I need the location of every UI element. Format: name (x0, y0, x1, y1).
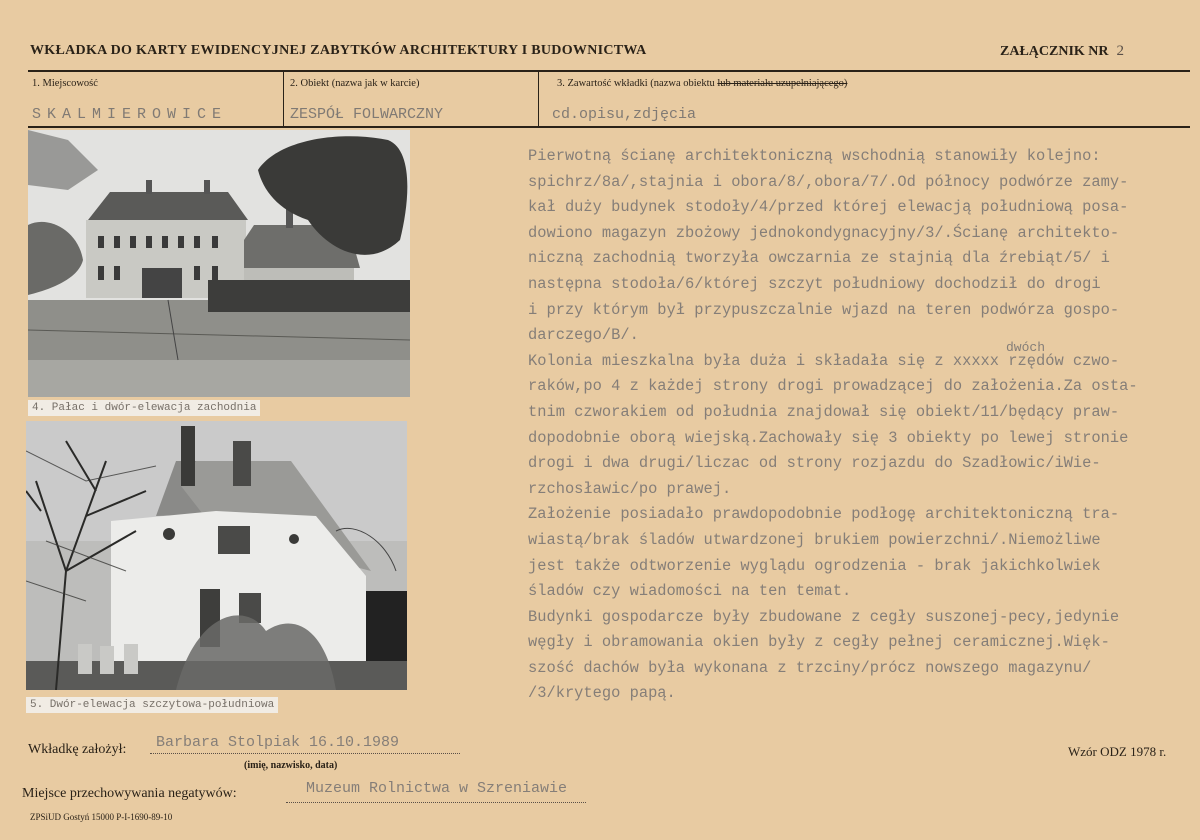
cell-divider-2 (538, 72, 539, 126)
description-text (528, 144, 1193, 707)
description-line: spichrz/8a/,stajnia i obora/8/,obora/7/.Od północy podwórze zamy- (528, 172, 1129, 191)
storage-label: Miejsce przechowywania negatywów: (22, 786, 237, 801)
photo-manor-caption: 5. Dwór-elewacja szczytowa-południowa (26, 697, 278, 713)
place-label: 1. Miejscowość (32, 78, 98, 89)
print-info: ZPSiUD Gostyń 15000 P-I-1690-89-10 (30, 812, 173, 822)
cell-divider-1 (283, 72, 284, 126)
content-label (557, 78, 847, 89)
header-rule-top (28, 70, 1190, 72)
annex-label-text: ZAŁĄCZNIK NR (1000, 44, 1109, 59)
annex-number: 2 (1116, 43, 1125, 59)
storage-dotted-line (286, 802, 586, 803)
description-line: niczną zachodnią tworzyła owczarnia ze stajnią dla źrebiąt/5/ i (528, 249, 1110, 268)
content-value: cd.opisu,zdjęcia (552, 106, 697, 123)
description-line: raków,po 4 z każdej strony drogi prowadzącej do założenia.Za osta- (528, 377, 1138, 396)
header-rule-bottom (28, 126, 1190, 128)
description-line: Założenie posiadało prawdopodobnie podłogę architektoniczną tra- (528, 505, 1120, 524)
content-label-prefix: 3. Zawartość wkładki (nazwa obiektu (557, 78, 715, 89)
description-line: Pierwotną ścianę architektoniczną wschodnią stanowiły kolejno: (528, 147, 1101, 165)
description-line: Budynki gospodarcze były zbudowane z cegły suszonej-pecy,jedynie (528, 607, 1120, 626)
description-line: /3/krytego papą. (528, 684, 676, 703)
form-id: Wzór ODZ 1978 r. (1068, 744, 1167, 759)
description-line: darczego/B/. (528, 326, 639, 345)
storage-value: Muzeum Rolnictwa w Szreniawie (306, 780, 568, 797)
photo-palace (28, 130, 410, 397)
palace-photo-image (28, 130, 410, 397)
description-line: rzchosławic/po prawej. (528, 479, 732, 498)
manor-photo-image (26, 421, 407, 690)
card-title: WKŁADKA DO KARTY EWIDENCYJNEJ ZABYTKÓW ARCHITEKTURY I BUDOWNICTWA (30, 43, 647, 58)
description-line: dopodobnie oborą wiejską.Zachowały się 3 obiekty po lewej stronie (528, 428, 1129, 447)
description-line: drogi i dwa drugi/liczac od strony rozjazdu do Szadłowic/iWie- (528, 454, 1101, 473)
description-line: śladów czy wiadomości na ten temat. (528, 582, 852, 601)
description-line: kał duży budynek stodoły/4/przed której elewacją południową posa- (528, 198, 1129, 217)
photo-palace-caption: 4. Pałac i dwór-elewacja zachodnia (28, 400, 260, 416)
object-value: ZESPÓŁ FOLWARCZNY (290, 106, 444, 123)
photo-manor (26, 421, 407, 690)
place-value: SKALMIEROWICE (32, 106, 228, 123)
author-label: Wkładkę założył: (28, 742, 127, 757)
typed-correction: dwóch (1006, 340, 1046, 355)
description-line: tnim czworakiem od południa znajdował się obiekt/11/będący praw- (528, 402, 1120, 421)
object-label: 2. Obiekt (nazwa jak w karcie) (290, 78, 420, 89)
description-line: jest także odtworzenie wyglądu ogrodzenia - brak jakichkolwiek (528, 556, 1101, 575)
author-value: Barbara Stolpiak 16.10.1989 (156, 734, 400, 751)
content-label-struck: lub materiału uzupełniającego) (717, 78, 848, 89)
description-line: następna stodoła/6/której szczyt południowy dochodził do drogi (528, 274, 1101, 293)
description-line: Kolonia mieszkalna była duża i składała się z xxxxx rzędów czwo- (528, 351, 1120, 370)
description-line: i przy którym był przypuszczalnie wjazd na teren podwórza gospo- (528, 300, 1120, 319)
description-line: dowiono magazyn zbożowy jednokondygnacyjny/3/.Ścianę architekto- (528, 223, 1120, 242)
author-dotted-line (150, 753, 460, 754)
description-line: wiastą/brak śladów utwardzonej brukiem powierzchni/.Niemożliwe (528, 530, 1101, 549)
annex-label (1000, 43, 1124, 60)
author-sub-label: (imię, nazwisko, data) (244, 760, 338, 771)
description-line: węgły i obramowania okien były z cegły pełnej ceramicznej.Więk- (528, 633, 1110, 652)
description-line: szość dachów była wykonana z trzciny/prócz nowszego magazynu/ (528, 658, 1092, 677)
